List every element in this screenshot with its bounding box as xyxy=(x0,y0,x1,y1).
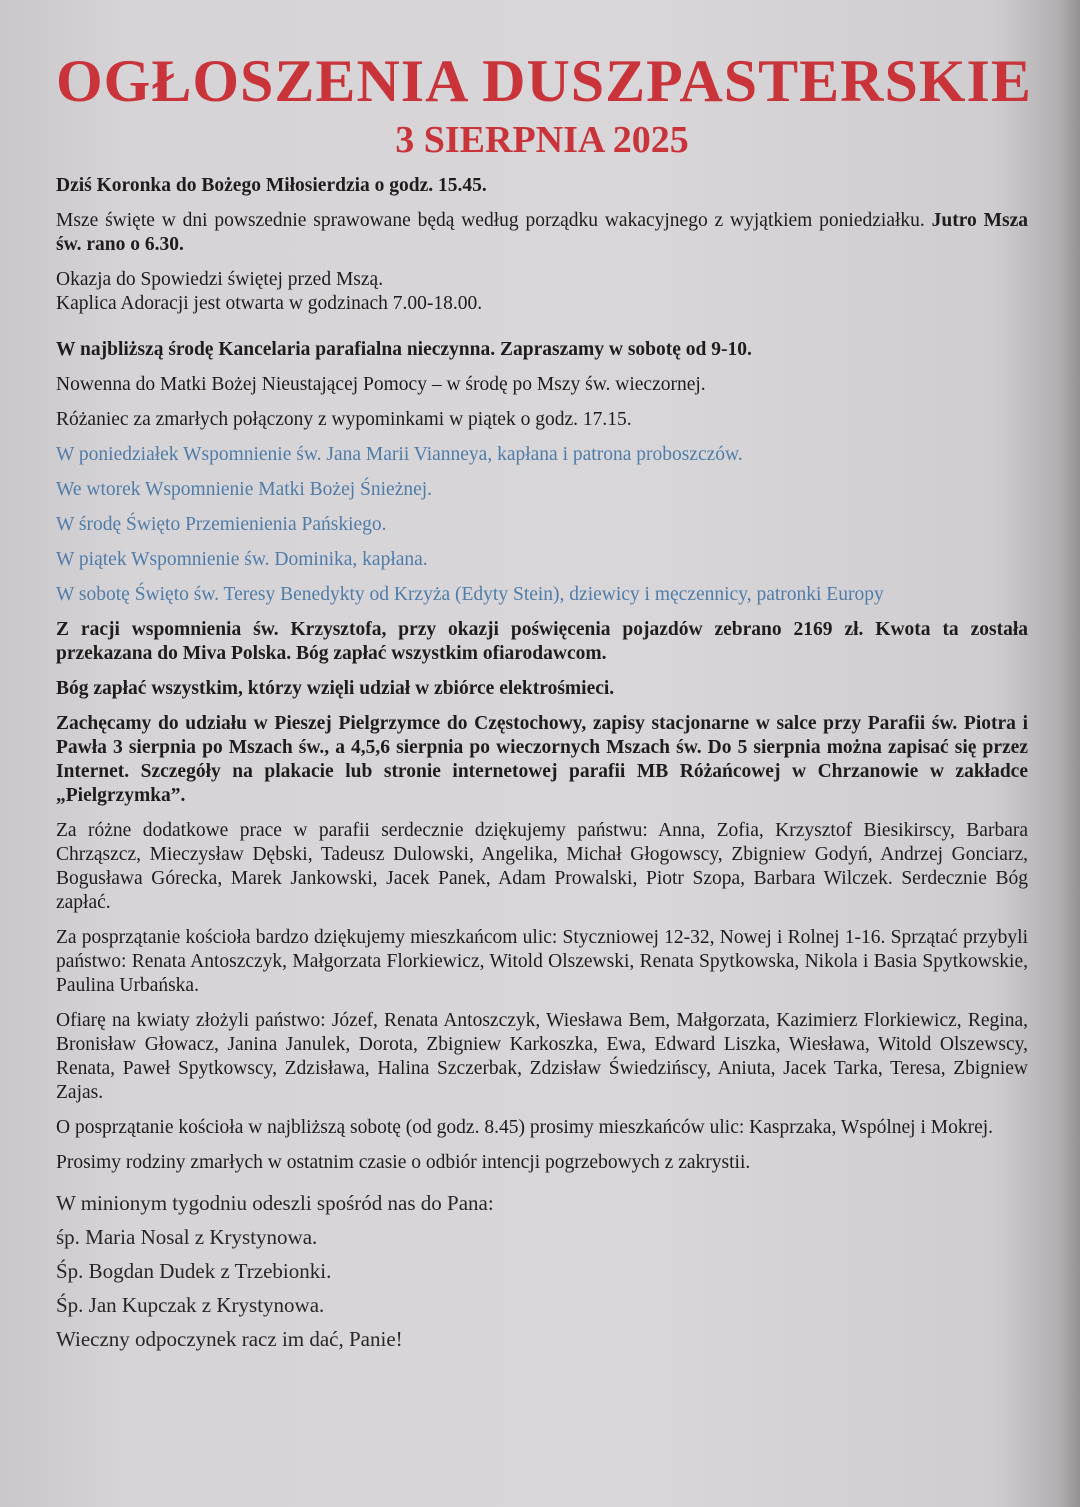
obituary-name: Śp. Jan Kupczak z Krystynowa. xyxy=(56,1292,325,1317)
announcement-mass-schedule xyxy=(56,209,1028,257)
mass-schedule-text: Msze święte w dni powszednie sprawowane będą według porządku wakacyjnego z wyjątkiem poniedziałku. xyxy=(56,209,932,231)
announcement-e-waste: Bóg zapłać wszystkim, którzy wzięli udział w zbiórce elektrośmieci. xyxy=(56,677,615,699)
announcement-next-cleaning: O posprzątanie kościoła w najbliższą sobotę (od godz. 8.45) prosimy mieszkańców ulic: Kasprzaka, Wspólnej i Mokrej. xyxy=(56,1116,994,1138)
announcement-koronka: Dziś Koronka do Bożego Miłosierdzia o godz. 15.45. xyxy=(56,174,487,196)
announcement-thanks-cleaning: Za posprzątanie kościoła bardzo dziękujemy mieszkańcom ulic: Styczniowej 12-32, Nowej i Rolnej 1-16. Sprzątać przybyli państwo: Renata Antoszczyk, Małgorzata Florkiewicz, Witold Olszewski, Renata Spytkowska, Nikola i Basia Spytkowskie, Paulina Urbańska. xyxy=(56,926,1028,996)
obituary-closing: Wieczny odpoczynek racz im dać, Panie! xyxy=(56,1326,403,1351)
announcement-vehicle-blessing: Z racji wspomnienia św. Krzysztofa, przy okazji poświęcenia pojazdów zebrano 2169 zł. Kwota ta została przekazana do Miva Polska. Bóg zapłać wszystkim ofiarodawcom. xyxy=(56,618,1028,664)
obituary-name: Śp. Bogdan Dudek z Trzebionki. xyxy=(56,1258,332,1283)
announcement-pilgrimage: Zachęcamy do udziału w Pieszej Pielgrzymce do Częstochowy, zapisy stacjonarne w salce przy Parafii św. Piotra i Pawła 3 sierpnia po Mszach św., a 4,5,6 sierpnia po wieczornych Mszach św. Do 5 sierpnia można zapisać się przez Internet. Szczegóły na plakacie lub stronie internetowej parafii MB Różańcowej w Chrzanowie w zakładce „Pielgrzymka”. xyxy=(56,712,1028,806)
page-title: OGŁOSZENIA DUSZPASTERSKIE xyxy=(56,48,1032,114)
announcement-adoration-chapel: Kaplica Adoracji jest otwarta w godzinach 7.00-18.00. xyxy=(56,292,483,314)
liturgy-friday: W piątek Wspomnienie św. Dominika, kapłana. xyxy=(56,548,428,570)
liturgy-wednesday: W środę Święto Przemienienia Pańskiego. xyxy=(56,513,387,535)
obituary-section xyxy=(56,1186,1028,1356)
liturgy-monday: W poniedziałek Wspomnienie św. Jana Marii Vianneya, kapłana i patrona proboszczów. xyxy=(56,443,743,465)
announcement-confession: Okazja do Spowiedzi świętej przed Mszą. xyxy=(56,268,384,290)
liturgy-tuesday: We wtorek Wspomnienie Matki Bożej Śnieżnej. xyxy=(56,478,433,500)
obituary-name: śp. Maria Nosal z Krystynowa. xyxy=(56,1224,318,1249)
announcement-office-closed: W najbliższą środę Kancelaria parafialna nieczynna. Zapraszamy w sobotę od 9-10. xyxy=(56,338,752,360)
announcement-novena: Nowenna do Matki Bożej Nieustającej Pomocy – w środę po Mszy św. wieczornej. xyxy=(56,373,706,395)
page-date: 3 SIERPNIA 2025 xyxy=(395,119,689,161)
liturgy-saturday: W sobotę Święto św. Teresy Benedykty od Krzyża (Edyty Stein), dziewicy i męczennicy, patronki Europy xyxy=(56,583,884,605)
announcement-funeral-intentions: Prosimy rodziny zmarłych w ostatnim czasie o odbiór intencji pogrzebowych z zakrystii. xyxy=(56,1151,751,1173)
announcement-flowers: Ofiarę na kwiaty złożyli państwo: Józef, Renata Antoszczyk, Wiesława Bem, Małgorzata, Kazimierz Florkiewicz, Regina, Bronisław Głowacz, Janina Janulek, Dorota, Zbigniew Karkoszka, Ewa, Edward Liszka, Wiesława, Witold Olszewscy, Renata, Paweł Spytkowscy, Zdzisława, Halina Szczerbak, Zdzisław Świedzińscy, Aniuta, Jacek Tarka, Teresa, Zbigniew Zajas. xyxy=(56,1009,1028,1103)
mass-schedule-tomorrow: Jutro Msza św. rano o 6.30. xyxy=(56,209,1028,255)
announcement-rosary: Różaniec za zmarłych połączony z wypominkami w piątek o godz. 17.15. xyxy=(56,408,632,430)
obituary-intro: W minionym tygodniu odeszli spośród nas do Pana: xyxy=(56,1190,494,1215)
announcement-thanks-work: Za różne dodatkowe prace w parafii serdecznie dziękujemy państwu: Anna, Zofia, Krzysztof Biesikirscy, Barbara Chrząszcz, Mieczysław Dębski, Tadeusz Dulowski, Angelika, Michał Głogowscy, Zbigniew Godyń, Andrzej Gonciarz, Bogusława Górecka, Marek Jankowski, Jacek Panek, Adam Prowalski, Piotr Szopa, Barbara Wilczek. Serdecznie Bóg zapłać. xyxy=(56,819,1028,913)
